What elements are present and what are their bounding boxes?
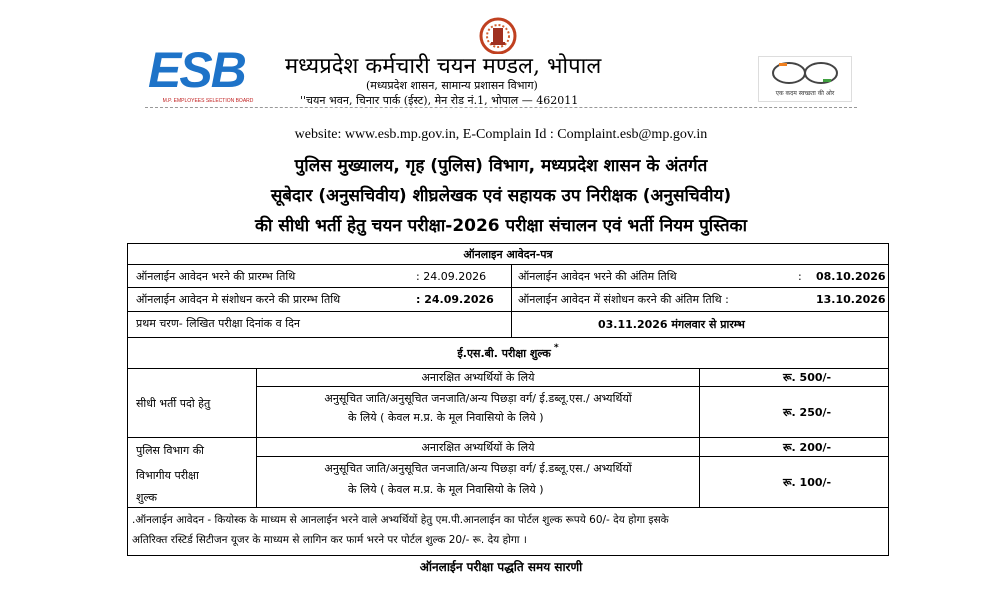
glasses-icon (759, 57, 851, 89)
direct-reserved-fee: रू. 250/- (783, 405, 832, 419)
online-form-heading: ऑनलाइन आवेदन-पत्र (463, 247, 553, 261)
direct-unreserved-fee: रू. 500/- (783, 371, 832, 384)
title-line-3: की सीधी भर्ती हेतु चयन परीक्षा-2026 परीक्षा संचालन एवं भर्ती नियम पुस्तिका (255, 216, 747, 236)
header-divider (145, 107, 857, 108)
title-line-1: पुलिस मुख्यालय, गृह (पुलिस) विभाग, मध्यप्रदेश शासन के अंतर्गत (294, 156, 708, 176)
end-date-value: 08.10.2026 (816, 269, 886, 283)
dept-label-1-text: पुलिस विभाग की (136, 443, 205, 457)
dept-reserved-label-1: अनुसूचित जाति/अनुसूचित जनजाति/अन्य पिछड़ा वर्ग/ ई.डब्लू.एस./ अभ्यर्थियों (324, 461, 632, 475)
start-date-label: ऑनलाईन आवेदन भरने की प्रारम्भ तिथि (136, 269, 296, 283)
footer-heading: ऑनलाईन परीक्षा पद्धति समय सारणी (419, 560, 583, 574)
mp-emblem-icon (473, 14, 523, 54)
dept-label-1 (136, 441, 248, 459)
fee-heading-text: ई.एस.बी. परीक्षा शुल्क (457, 346, 551, 360)
direct-recruitment-label: सीधी भर्ती पदो हेतु (136, 396, 211, 410)
dept-label-3: शुल्क (136, 490, 157, 504)
swachh-text: एक कदम स्वच्छता की ओर (775, 90, 835, 97)
direct-reserved-label-1: अनुसूचित जाति/अनुसूचित जनजाति/अन्य पिछड़ा वर्ग/ ई.डब्लू.एस./ अभ्यर्थियों (324, 391, 632, 405)
esb-logo-text: ESB (148, 42, 245, 98)
dept-unreserved-label: अनारक्षित अभ्यर्थियों के लिये (421, 440, 535, 454)
direct-unreserved-label: अनारक्षित अभ्यर्थियों के लिये (421, 371, 535, 384)
end-date-colon: : (798, 269, 802, 283)
info-table (127, 243, 889, 556)
swachh-bharat-logo (758, 56, 852, 102)
exam-date-value: 03.11.2026 मंगलवार से प्रारम्भ (598, 318, 745, 331)
esb-logo (148, 44, 268, 110)
org-name: मध्यप्रदेश कर्मचारी चयन मण्डल, भोपाल (285, 54, 602, 79)
correction-end-label: ऑनलाईन आवेदन में संशोधन करने की अंतिम तिथि : (518, 293, 729, 306)
correction-start-label: ऑनलाईन आवेदन मे संशोधन करने की प्रारम्भ तिथि (136, 293, 341, 306)
letterhead (0, 0, 1002, 120)
dept-reserved-fee: रू. 100/- (783, 475, 832, 489)
end-date-label: ऑनलाईन आवेदन भरने की अंतिम तिथि (518, 269, 677, 283)
website-line: website: www.esb.mp.gov.in, E-Complain Id : Complaint.esb@mp.gov.in (294, 127, 708, 142)
start-date-value: : 24.09.2026 (416, 269, 487, 283)
fee-heading-star: * (553, 342, 559, 353)
dept-label-2: विभागीय परीक्षा (136, 468, 199, 482)
title-line-2: सूबेदार (अनुसचिवीय) शीघ्रलेखक एवं सहायक उप निरीक्षक (अनुसचिवीय) (270, 186, 732, 206)
portal-fee-note-2: अतिरिक्त रस्टिर्ड सिटीजन यूजर के माध्यम से लागिन कर फार्म भरने पर पोर्टल शुल्क 20/- रू. देय होगा । (132, 534, 527, 546)
esb-logo-subtitle: M.P. EMPLOYEES SELECTION BOARD (162, 98, 254, 104)
fee-heading (128, 338, 888, 368)
exam-date-label: प्रथम चरण- लिखित परीक्षा दिनांक व दिन (136, 317, 301, 330)
correction-start-value: : 24.09.2026 (416, 293, 494, 306)
portal-fee-note-1: .ऑनलाईन आवेदन - कियोस्क के माध्यम से आनलाईन भरने वाले अभ्यर्थियों हेतु एम.पी.आनलाईन का पोर्टल शुल्क रूपये 60/- देय होगा इसके (132, 514, 669, 526)
correction-end-value: 13.10.2026 (816, 293, 886, 306)
direct-reserved-label-2: के लिये ( केवल म.प्र. के मूल निवासियो के लिये ) (348, 410, 544, 424)
dept-reserved-label-2: के लिये ( केवल म.प्र. के मूल निवासियो के लिये ) (348, 482, 544, 496)
org-subtitle: (मध्यप्रदेश शासन, सामान्य प्रशासन विभाग) (366, 79, 538, 92)
dept-unreserved-fee: रू. 200/- (783, 440, 832, 454)
org-address: ''चयन भवन, चिनार पार्क (ईस्ट), मेन रोड नं.1, भोपाल — 462011 (300, 94, 579, 107)
